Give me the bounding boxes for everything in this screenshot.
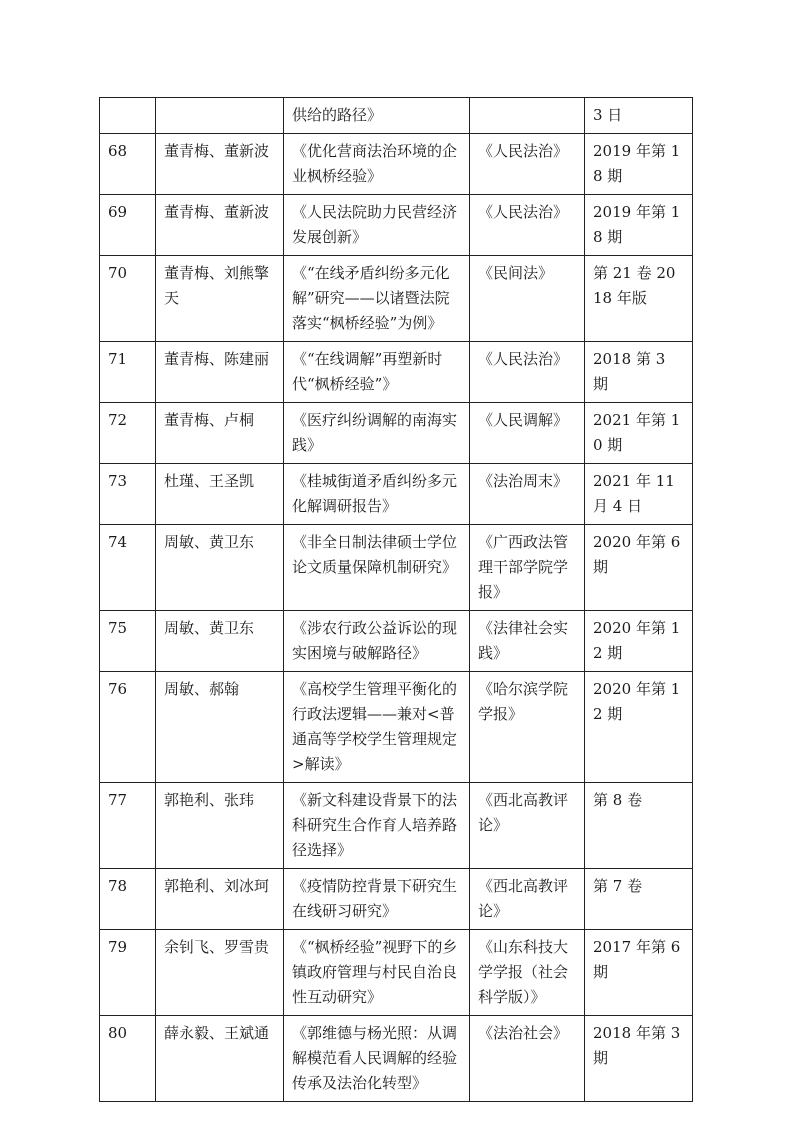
cell-authors: 薛永毅、王斌通 [156, 1016, 284, 1102]
table-row [100, 464, 693, 525]
cell-authors: 董青梅、董新波 [156, 195, 284, 256]
cell-title: 《“在线矛盾纠纷多元化解”研究——以诸暨法院落实“枫桥经验”为例》 [284, 256, 470, 342]
table-row [100, 256, 693, 342]
cell-number: 70 [100, 256, 156, 342]
cell-authors: 杜瑾、王圣凯 [156, 464, 284, 525]
cell-source: 《人民调解》 [470, 403, 585, 464]
cell-issue: 3 日 [585, 98, 693, 134]
cell-source: 《人民法治》 [470, 195, 585, 256]
cell-source: 《广西政法管理干部学院学报》 [470, 525, 585, 611]
cell-title: 《疫情防控背景下研究生在线研习研究》 [284, 869, 470, 930]
cell-issue: 第 8 卷 [585, 783, 693, 869]
cell-number: 78 [100, 869, 156, 930]
cell-issue: 第 21 卷 2018 年版 [585, 256, 693, 342]
cell-source: 《民间法》 [470, 256, 585, 342]
reference-table [99, 97, 693, 1102]
cell-issue: 2021 年第 10 期 [585, 403, 693, 464]
cell-number: 79 [100, 930, 156, 1016]
cell-number: 77 [100, 783, 156, 869]
reference-table-body [100, 98, 693, 1102]
cell-number: 75 [100, 611, 156, 672]
cell-issue: 2018 年第 3 期 [585, 1016, 693, 1102]
cell-source: 《哈尔滨学院学报》 [470, 672, 585, 783]
table-row [100, 1016, 693, 1102]
cell-title: 《涉农行政公益诉讼的现实困境与破解路径》 [284, 611, 470, 672]
cell-title: 《桂城街道矛盾纠纷多元化解调研报告》 [284, 464, 470, 525]
cell-number: 80 [100, 1016, 156, 1102]
table-row [100, 869, 693, 930]
cell-authors: 郭艳利、张玮 [156, 783, 284, 869]
table-row [100, 403, 693, 464]
cell-title: 《优化营商法治环境的企业枫桥经验》 [284, 134, 470, 195]
table-row [100, 134, 693, 195]
cell-number [100, 98, 156, 134]
cell-source: 《山东科技大学学报（社会科学版）》 [470, 930, 585, 1016]
table-row [100, 611, 693, 672]
cell-issue: 2019 年第 18 期 [585, 134, 693, 195]
cell-source: 《法律社会实践》 [470, 611, 585, 672]
cell-number: 74 [100, 525, 156, 611]
cell-title: 《郭维德与杨光照：从调解模范看人民调解的经验传承及法治化转型》 [284, 1016, 470, 1102]
cell-issue: 2019 年第 18 期 [585, 195, 693, 256]
cell-number: 69 [100, 195, 156, 256]
cell-issue: 2020 年第 12 期 [585, 672, 693, 783]
cell-source: 《法治社会》 [470, 1016, 585, 1102]
cell-issue: 2017 年第 6 期 [585, 930, 693, 1016]
cell-source: 《法治周末》 [470, 464, 585, 525]
cell-number: 71 [100, 342, 156, 403]
cell-title: 《高校学生管理平衡化的行政法逻辑——兼对<普通高等学校学生管理规定>解读》 [284, 672, 470, 783]
cell-issue: 2018 第 3 期 [585, 342, 693, 403]
cell-title: 《“枫桥经验”视野下的乡镇政府管理与村民自治良性互动研究》 [284, 930, 470, 1016]
table-row [100, 342, 693, 403]
cell-issue: 2020 年第 12 期 [585, 611, 693, 672]
cell-authors: 周敏、郝翰 [156, 672, 284, 783]
cell-issue: 2020 年第 6 期 [585, 525, 693, 611]
cell-authors: 周敏、黄卫东 [156, 525, 284, 611]
cell-number: 72 [100, 403, 156, 464]
cell-title: 《“在线调解”再塑新时代“枫桥经验”》 [284, 342, 470, 403]
cell-number: 73 [100, 464, 156, 525]
cell-title: 《医疗纠纷调解的南海实践》 [284, 403, 470, 464]
cell-issue: 2021 年 11 月 4 日 [585, 464, 693, 525]
cell-title: 《新文科建设背景下的法科研究生合作育人培养路径选择》 [284, 783, 470, 869]
cell-number: 68 [100, 134, 156, 195]
cell-authors: 董青梅、卢桐 [156, 403, 284, 464]
cell-issue: 第 7 卷 [585, 869, 693, 930]
cell-number: 76 [100, 672, 156, 783]
table-row [100, 525, 693, 611]
cell-title: 《人民法院助力民营经济发展创新》 [284, 195, 470, 256]
table-row [100, 98, 693, 134]
cell-authors: 余钊飞、罗雪贵 [156, 930, 284, 1016]
cell-source [470, 98, 585, 134]
cell-source: 《人民法治》 [470, 342, 585, 403]
cell-authors: 周敏、黄卫东 [156, 611, 284, 672]
cell-title: 供给的路径》 [284, 98, 470, 134]
table-row [100, 672, 693, 783]
cell-source: 《西北高教评论》 [470, 869, 585, 930]
cell-authors: 董青梅、刘熊擎天 [156, 256, 284, 342]
cell-authors [156, 98, 284, 134]
cell-authors: 董青梅、陈建丽 [156, 342, 284, 403]
cell-authors: 董青梅、董新波 [156, 134, 284, 195]
cell-source: 《西北高教评论》 [470, 783, 585, 869]
cell-authors: 郭艳利、刘冰珂 [156, 869, 284, 930]
table-row [100, 930, 693, 1016]
cell-title: 《非全日制法律硕士学位论文质量保障机制研究》 [284, 525, 470, 611]
table-row [100, 195, 693, 256]
cell-source: 《人民法治》 [470, 134, 585, 195]
table-row [100, 783, 693, 869]
